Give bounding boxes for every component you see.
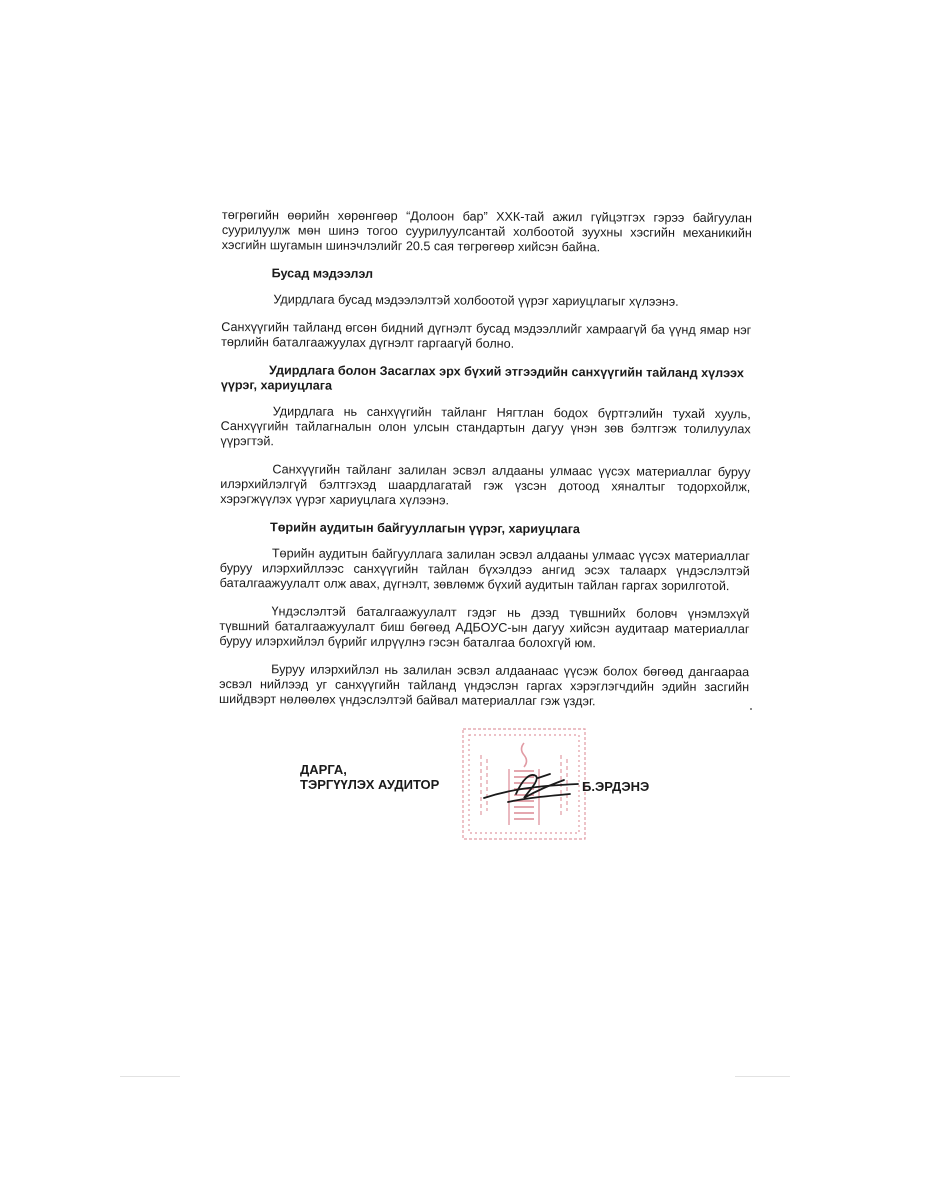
document-body: [219, 208, 752, 723]
paragraph-audit-objective: Төрийн аудитын байгууллага залилан эсвэл алдааны улмаас үүсэх материаллаг буруу илэрхийллээс санхүүгийн тайлан бүхэлдээ ангид эсэх талаарх үндэслэлтэй баталгаажуулалт олж авах, дүгнэлт, зөвлөмж бүхий аудитын тайлан гаргах зорилготой.: [219, 546, 750, 594]
signature-block: [300, 760, 680, 860]
paragraph-management-responsibility-other: Удирдлага бусад мэдээлэлтэй холбоотой үүрэг хариуцлагыг хүлээнэ.: [273, 292, 679, 309]
heading-other-information: Бусад мэдээлэл: [271, 266, 374, 281]
heading-audit-organization-responsibility: Төрийн аудитын байгууллагын үүрэг, хариуцлага: [270, 520, 581, 537]
paragraph-reasonable-assurance: Үндэслэлтэй баталгаажуулалт гэдэг нь дээд түвшнийх боловч үнэмлэхүй түвшний баталгаажуулалт биш бөгөөд АДБОУС-ын дагуу хийсэн аудитаар материаллаг буруу илэрхийлэл бүрийг илрүүлнэ гэсэн баталгаа болохгүй юм.: [219, 604, 750, 651]
heading-management-governance-responsibility: Удирдлага болон Засаглах эрх бүхий этгээдийн санхүүгийн тайланд хүлээх үүрэг, хариуцлага: [220, 363, 744, 393]
signatory-name: Б.ЭРДЭНЭ: [582, 779, 650, 794]
paragraph-opinion-scope: Санхүүгийн тайланд өгсөн бидний дүгнэлт бусад мэдээллийг хамраагүй ба үүнд ямар нэг төрлийн баталгаажуулах дүгнэлт гаргаагүй болно.: [221, 319, 752, 351]
signatory-role: ТЭРГҮҮЛЭХ АУДИТОР: [300, 777, 440, 792]
signatory-position: ДАРГА,: [300, 762, 347, 777]
paragraph-intro: төгрөгийн өөрийн хөрөнгөөр “Долоон бар” ХХК-тай ажил гүйцэтгэх гэрээ байгуулан суурилуулж мөн шинэ тогоо суурилуулсантай холбоотой зуухны хэсгийн механикийн хэсгийн шугамын шинэчлэлийг 20.5 сая төгрөгөөр хийсэн байна.: [221, 208, 752, 255]
scan-speck: [750, 708, 752, 710]
paragraph-internal-control: Санхүүгийн тайланг залилан эсвэл алдааны улмаас үүсэх материаллаг буруу илэрхийлэлгүй бэлтгэхэд шаардлагатай гэж үзсэн дотоод хяналтыг тодорхойлж, хэрэгжүүлэх үүрэг хариуцлага хүлээнэ.: [220, 462, 751, 508]
scan-speck: [735, 1076, 790, 1077]
scan-speck: [120, 1076, 180, 1077]
paragraph-misstatement: Буруу илэрхийлэл нь залилан эсвэл алдаанаас үүсэж болох бөгөөд дангаараа эсвэл нийлээд уг санхүүгийн тайланд үндэслэн гаргах хэрэглэгчдийн эдийн засгийн шийдвэрт нөлөөлөх үндэслэлтэй байвал материаллаг гэж үздэг.: [218, 662, 750, 709]
paragraph-management-prepare: Удирдлага нь санхүүгийн тайланг Нягтлан бодох бүртгэлийн тухай хууль, Санхүүгийн тайлагналын олон улсын стандартын дагуу үнэн зөв бэлтгэж толилуулах үүрэгтэй.: [220, 404, 751, 449]
